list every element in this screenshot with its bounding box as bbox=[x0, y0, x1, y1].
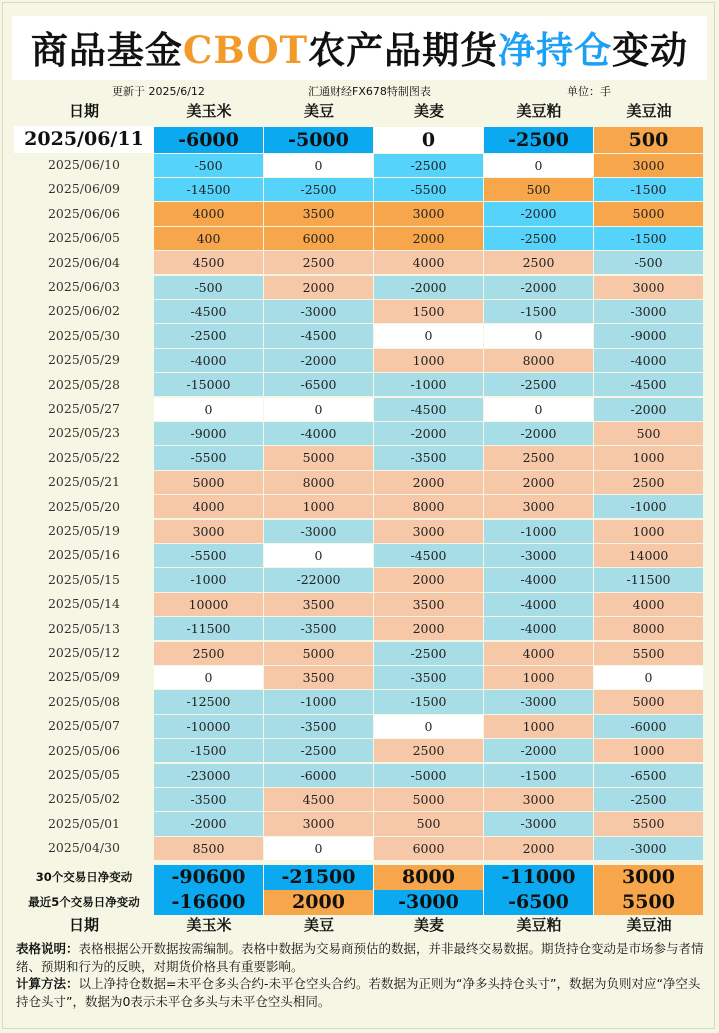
date-cell: 2025/06/09 bbox=[47, 181, 121, 197]
value-cell: -3000 bbox=[484, 812, 593, 835]
value-cell: -9000 bbox=[154, 422, 263, 445]
value-cell: 8500 bbox=[154, 837, 263, 860]
value-cell: -500 bbox=[594, 251, 703, 274]
value-cell: -6500 bbox=[264, 373, 373, 396]
value-cell: 0 bbox=[484, 154, 593, 177]
value-cell: -6000 bbox=[154, 127, 263, 153]
value-cell: 3000 bbox=[264, 812, 373, 835]
summary-value: -3000 bbox=[374, 890, 483, 915]
summary-label: 30个交易日净变动 bbox=[35, 870, 133, 884]
date-cell: 2025/06/10 bbox=[47, 157, 121, 172]
title-part: 期货 bbox=[422, 28, 499, 72]
value-cell: 3000 bbox=[374, 202, 483, 225]
summary-value: 5500 bbox=[594, 890, 703, 915]
date-cell: 2025/05/07 bbox=[47, 718, 121, 734]
value-cell: -5000 bbox=[374, 764, 483, 787]
date-cell: 2025/05/19 bbox=[47, 523, 121, 538]
value-cell: -3500 bbox=[264, 617, 373, 640]
value-cell: -4500 bbox=[374, 398, 483, 421]
value-cell: -5000 bbox=[264, 127, 373, 153]
value-cell: -2500 bbox=[264, 739, 373, 762]
summary-value: -21500 bbox=[264, 865, 373, 890]
value-cell: 1000 bbox=[594, 446, 703, 469]
value-cell: -1500 bbox=[154, 739, 263, 762]
value-cell: -1500 bbox=[594, 178, 703, 201]
value-cell: -15000 bbox=[154, 373, 263, 396]
summary-value: 8000 bbox=[374, 865, 483, 890]
value-cell: 0 bbox=[594, 666, 703, 689]
date-cell: 2025/05/09 bbox=[47, 669, 121, 685]
value-cell: 1000 bbox=[594, 739, 703, 762]
summary-value: 3000 bbox=[594, 865, 703, 890]
date-cell: 2025/05/06 bbox=[47, 742, 121, 758]
value-cell: 8000 bbox=[374, 495, 483, 518]
value-cell: -1500 bbox=[484, 300, 593, 323]
footer-header-col: 美玉米 bbox=[186, 916, 232, 934]
footer-header-col: 美豆油 bbox=[626, 916, 672, 934]
value-cell: -3000 bbox=[264, 300, 373, 323]
value-cell: 2000 bbox=[484, 471, 593, 494]
value-cell: -1500 bbox=[374, 690, 483, 713]
date-cell: 2025/05/29 bbox=[47, 352, 121, 368]
date-cell: 2025/05/05 bbox=[47, 767, 121, 782]
value-cell: 4000 bbox=[374, 251, 483, 274]
value-cell: 0 bbox=[484, 398, 593, 421]
date-cell: 2025/06/05 bbox=[47, 230, 121, 246]
date-cell: 2025/05/15 bbox=[47, 571, 121, 587]
value-cell: -3000 bbox=[264, 520, 373, 543]
value-cell: 3500 bbox=[374, 593, 483, 616]
value-cell: -3500 bbox=[374, 446, 483, 469]
value-cell: 6000 bbox=[264, 227, 373, 250]
value-cell: -2500 bbox=[484, 373, 593, 396]
value-cell: -9000 bbox=[594, 324, 703, 347]
value-cell: 1000 bbox=[264, 495, 373, 518]
value-cell: 3000 bbox=[594, 154, 703, 177]
value-cell: 2500 bbox=[594, 471, 703, 494]
value-cell: 3000 bbox=[594, 276, 703, 299]
value-cell: 0 bbox=[484, 324, 593, 347]
value-cell: -2500 bbox=[594, 788, 703, 811]
chart-source: 汇通财经FX678特制图表 bbox=[308, 85, 431, 98]
value-cell: 3000 bbox=[484, 495, 593, 518]
value-cell: -500 bbox=[154, 154, 263, 177]
value-cell: 6000 bbox=[374, 837, 483, 860]
value-cell: -4000 bbox=[594, 349, 703, 372]
value-cell: -2500 bbox=[374, 154, 483, 177]
value-cell: -5500 bbox=[374, 178, 483, 201]
value-cell: 5000 bbox=[154, 471, 263, 494]
value-cell: -1500 bbox=[484, 764, 593, 787]
value-cell: 8000 bbox=[594, 617, 703, 640]
description-label: 表格说明： bbox=[16, 941, 79, 956]
footer-header-col: 美豆 bbox=[303, 916, 334, 934]
value-cell: 5000 bbox=[594, 690, 703, 713]
value-cell: -2000 bbox=[484, 202, 593, 225]
value-cell: -4000 bbox=[154, 349, 263, 372]
value-cell: -2500 bbox=[484, 127, 593, 153]
value-cell: 14000 bbox=[594, 544, 703, 567]
value-cell: 0 bbox=[154, 666, 263, 689]
value-cell: -4000 bbox=[484, 617, 593, 640]
date-cell: 2025/05/16 bbox=[47, 547, 121, 563]
date-cell: 2025/06/06 bbox=[47, 205, 121, 221]
header-col: 美麦 bbox=[413, 102, 444, 120]
notes bbox=[16, 940, 706, 1010]
date-cell: 2025/05/28 bbox=[47, 376, 121, 392]
value-cell: 2000 bbox=[374, 471, 483, 494]
value-cell: -11500 bbox=[154, 617, 263, 640]
date-cell: 2025/05/30 bbox=[47, 327, 121, 343]
value-cell: 2500 bbox=[154, 642, 263, 665]
value-cell: -2000 bbox=[484, 422, 593, 445]
value-cell: -2500 bbox=[484, 227, 593, 250]
value-cell: -4500 bbox=[374, 544, 483, 567]
value-cell: 0 bbox=[374, 715, 483, 738]
value-cell: 0 bbox=[154, 398, 263, 421]
value-cell: -2500 bbox=[264, 178, 373, 201]
value-cell: -2500 bbox=[154, 324, 263, 347]
value-cell: 2000 bbox=[484, 837, 593, 860]
value-cell: 4000 bbox=[594, 593, 703, 616]
value-cell: 4000 bbox=[484, 642, 593, 665]
value-cell: 1500 bbox=[374, 300, 483, 323]
value-cell: 0 bbox=[264, 398, 373, 421]
date-cell: 2025/05/22 bbox=[47, 449, 121, 465]
value-cell: 3000 bbox=[154, 520, 263, 543]
title-part: CBOT bbox=[182, 28, 309, 72]
value-cell: -2500 bbox=[374, 642, 483, 665]
value-cell: -2000 bbox=[484, 739, 593, 762]
summary-label: 最近5个交易日净变动 bbox=[28, 895, 140, 909]
summary-value: -16600 bbox=[154, 890, 263, 915]
value-cell: -14500 bbox=[154, 178, 263, 201]
value-cell: 1000 bbox=[374, 349, 483, 372]
value-cell: -6000 bbox=[594, 715, 703, 738]
summary-value: -11000 bbox=[484, 865, 593, 890]
value-cell: 5000 bbox=[374, 788, 483, 811]
value-cell: -22000 bbox=[264, 568, 373, 591]
value-cell: -4500 bbox=[154, 300, 263, 323]
value-cell: -12500 bbox=[154, 690, 263, 713]
calculation-text: 以上净持仓数据=未平仓多头合约-未平仓空头合约。若数据为正则为“净多头持仓头寸”，数据为负则对应“净空头持仓头寸”，数据为0表示未平仓多头与未平仓空头相同。 bbox=[16, 976, 701, 1009]
date-cell: 2025/06/04 bbox=[47, 254, 121, 270]
value-cell: 500 bbox=[374, 812, 483, 835]
value-cell: -4500 bbox=[264, 324, 373, 347]
value-cell: 3500 bbox=[264, 593, 373, 616]
title-part: 商品基金 bbox=[30, 28, 183, 72]
footer-header-date: 日期 bbox=[68, 916, 99, 934]
value-cell: 2500 bbox=[484, 251, 593, 274]
value-cell: -1000 bbox=[484, 520, 593, 543]
footer-header-col: 美麦 bbox=[413, 916, 444, 934]
value-cell: 2000 bbox=[374, 568, 483, 591]
page-title bbox=[0, 14, 719, 86]
value-cell: -3500 bbox=[154, 788, 263, 811]
summary-value: -6500 bbox=[484, 890, 593, 915]
value-cell: 2500 bbox=[484, 446, 593, 469]
value-cell: -6500 bbox=[594, 764, 703, 787]
value-cell: -1000 bbox=[264, 690, 373, 713]
summary-value: -90600 bbox=[154, 865, 263, 890]
date-cell: 2025/06/03 bbox=[47, 279, 121, 294]
value-cell: 5000 bbox=[264, 446, 373, 469]
value-cell: 3000 bbox=[374, 520, 483, 543]
value-cell: 2000 bbox=[374, 227, 483, 250]
value-cell: 2500 bbox=[264, 251, 373, 274]
value-cell: -3000 bbox=[484, 544, 593, 567]
value-cell: -1000 bbox=[594, 495, 703, 518]
value-cell: 500 bbox=[484, 178, 593, 201]
value-cell: -3500 bbox=[264, 715, 373, 738]
value-cell: 3500 bbox=[264, 666, 373, 689]
value-cell: 5500 bbox=[594, 642, 703, 665]
value-cell: -4000 bbox=[264, 422, 373, 445]
value-cell: -1000 bbox=[374, 373, 483, 396]
value-cell: -3000 bbox=[594, 837, 703, 860]
value-cell: 3000 bbox=[484, 788, 593, 811]
value-cell: -4000 bbox=[484, 568, 593, 591]
value-cell: -2000 bbox=[154, 812, 263, 835]
header-col: 美豆粕 bbox=[516, 102, 562, 120]
value-cell: -3000 bbox=[594, 300, 703, 323]
date-cell: 2025/05/14 bbox=[47, 596, 121, 612]
value-cell: 4500 bbox=[264, 788, 373, 811]
value-cell: -23000 bbox=[154, 764, 263, 787]
value-cell: 5500 bbox=[594, 812, 703, 835]
value-cell: 0 bbox=[264, 154, 373, 177]
date-cell: 2025/05/27 bbox=[47, 401, 121, 416]
date-cell: 2025/05/20 bbox=[47, 498, 121, 514]
value-cell: 0 bbox=[374, 324, 483, 347]
value-cell: -2000 bbox=[594, 398, 703, 421]
value-cell: -11500 bbox=[594, 568, 703, 591]
value-cell: -2000 bbox=[264, 349, 373, 372]
value-cell: 8000 bbox=[484, 349, 593, 372]
value-cell: 0 bbox=[264, 544, 373, 567]
date-cell: 2025/05/01 bbox=[47, 815, 121, 831]
header-date: 日期 bbox=[68, 102, 99, 120]
value-cell: -4500 bbox=[594, 373, 703, 396]
value-cell: -3500 bbox=[374, 666, 483, 689]
footer-header-col: 美豆粕 bbox=[516, 916, 562, 934]
value-cell: 3500 bbox=[264, 202, 373, 225]
value-cell: -2000 bbox=[484, 276, 593, 299]
date-cell: 2025/06/02 bbox=[47, 303, 121, 319]
value-cell: -500 bbox=[154, 276, 263, 299]
unit-label: 单位：手 bbox=[567, 85, 611, 98]
value-cell: -10000 bbox=[154, 715, 263, 738]
value-cell: 2000 bbox=[264, 276, 373, 299]
date-cell: 2025/05/08 bbox=[47, 693, 121, 709]
value-cell: 500 bbox=[594, 127, 703, 153]
value-cell: -1500 bbox=[594, 227, 703, 250]
value-cell: 8000 bbox=[264, 471, 373, 494]
date-cell: 2025/04/30 bbox=[47, 840, 121, 856]
value-cell: -5500 bbox=[154, 544, 263, 567]
date-cell: 2025/05/02 bbox=[47, 791, 121, 807]
date-cell: 2025/05/13 bbox=[47, 620, 121, 636]
calculation-label: 计算方法： bbox=[16, 976, 79, 991]
date-cell: 2025/05/21 bbox=[47, 474, 121, 490]
calculation-method bbox=[16, 975, 706, 1010]
value-cell: -6000 bbox=[264, 764, 373, 787]
description-text: 表格根据公开数据按需编制。表格中数据为交易商预估的数据，并非最终交易数据。期货持仓变动是市场参与者情绪、预期和行为的反映，对期货价格具有重要影响。 bbox=[16, 941, 704, 974]
value-cell: -1000 bbox=[154, 568, 263, 591]
value-cell: 10000 bbox=[154, 593, 263, 616]
value-cell: -5500 bbox=[154, 446, 263, 469]
date-cell: 2025/05/12 bbox=[47, 645, 121, 660]
title-part: 变动 bbox=[612, 28, 689, 72]
date-cell: 2025/05/23 bbox=[47, 425, 121, 441]
value-cell: 500 bbox=[594, 422, 703, 445]
value-cell: 400 bbox=[154, 227, 263, 250]
value-cell: -2000 bbox=[374, 276, 483, 299]
value-cell: 5000 bbox=[594, 202, 703, 225]
value-cell: -4000 bbox=[484, 593, 593, 616]
value-cell: 2500 bbox=[374, 739, 483, 762]
header-col: 美玉米 bbox=[186, 102, 232, 120]
value-cell: 1000 bbox=[484, 715, 593, 738]
header-col: 美豆 bbox=[303, 102, 334, 120]
value-cell: 1000 bbox=[484, 666, 593, 689]
summary-value: 2000 bbox=[264, 890, 373, 915]
value-cell: 4000 bbox=[154, 202, 263, 225]
value-cell: 0 bbox=[264, 837, 373, 860]
date-cell: 2025/06/11 bbox=[14, 126, 154, 153]
value-cell: -2000 bbox=[374, 422, 483, 445]
value-cell: 4500 bbox=[154, 251, 263, 274]
header-col: 美豆油 bbox=[626, 102, 672, 120]
value-cell: 0 bbox=[374, 127, 483, 153]
value-cell: 4000 bbox=[154, 495, 263, 518]
value-cell: 5000 bbox=[264, 642, 373, 665]
title-part: 农产品 bbox=[308, 28, 423, 72]
title-part: 净持仓 bbox=[498, 28, 613, 72]
table-description bbox=[16, 940, 706, 975]
value-cell: -3000 bbox=[484, 690, 593, 713]
update-date: 更新于 2025/6/12 bbox=[112, 85, 205, 98]
value-cell: 1000 bbox=[594, 520, 703, 543]
value-cell: 2000 bbox=[374, 617, 483, 640]
